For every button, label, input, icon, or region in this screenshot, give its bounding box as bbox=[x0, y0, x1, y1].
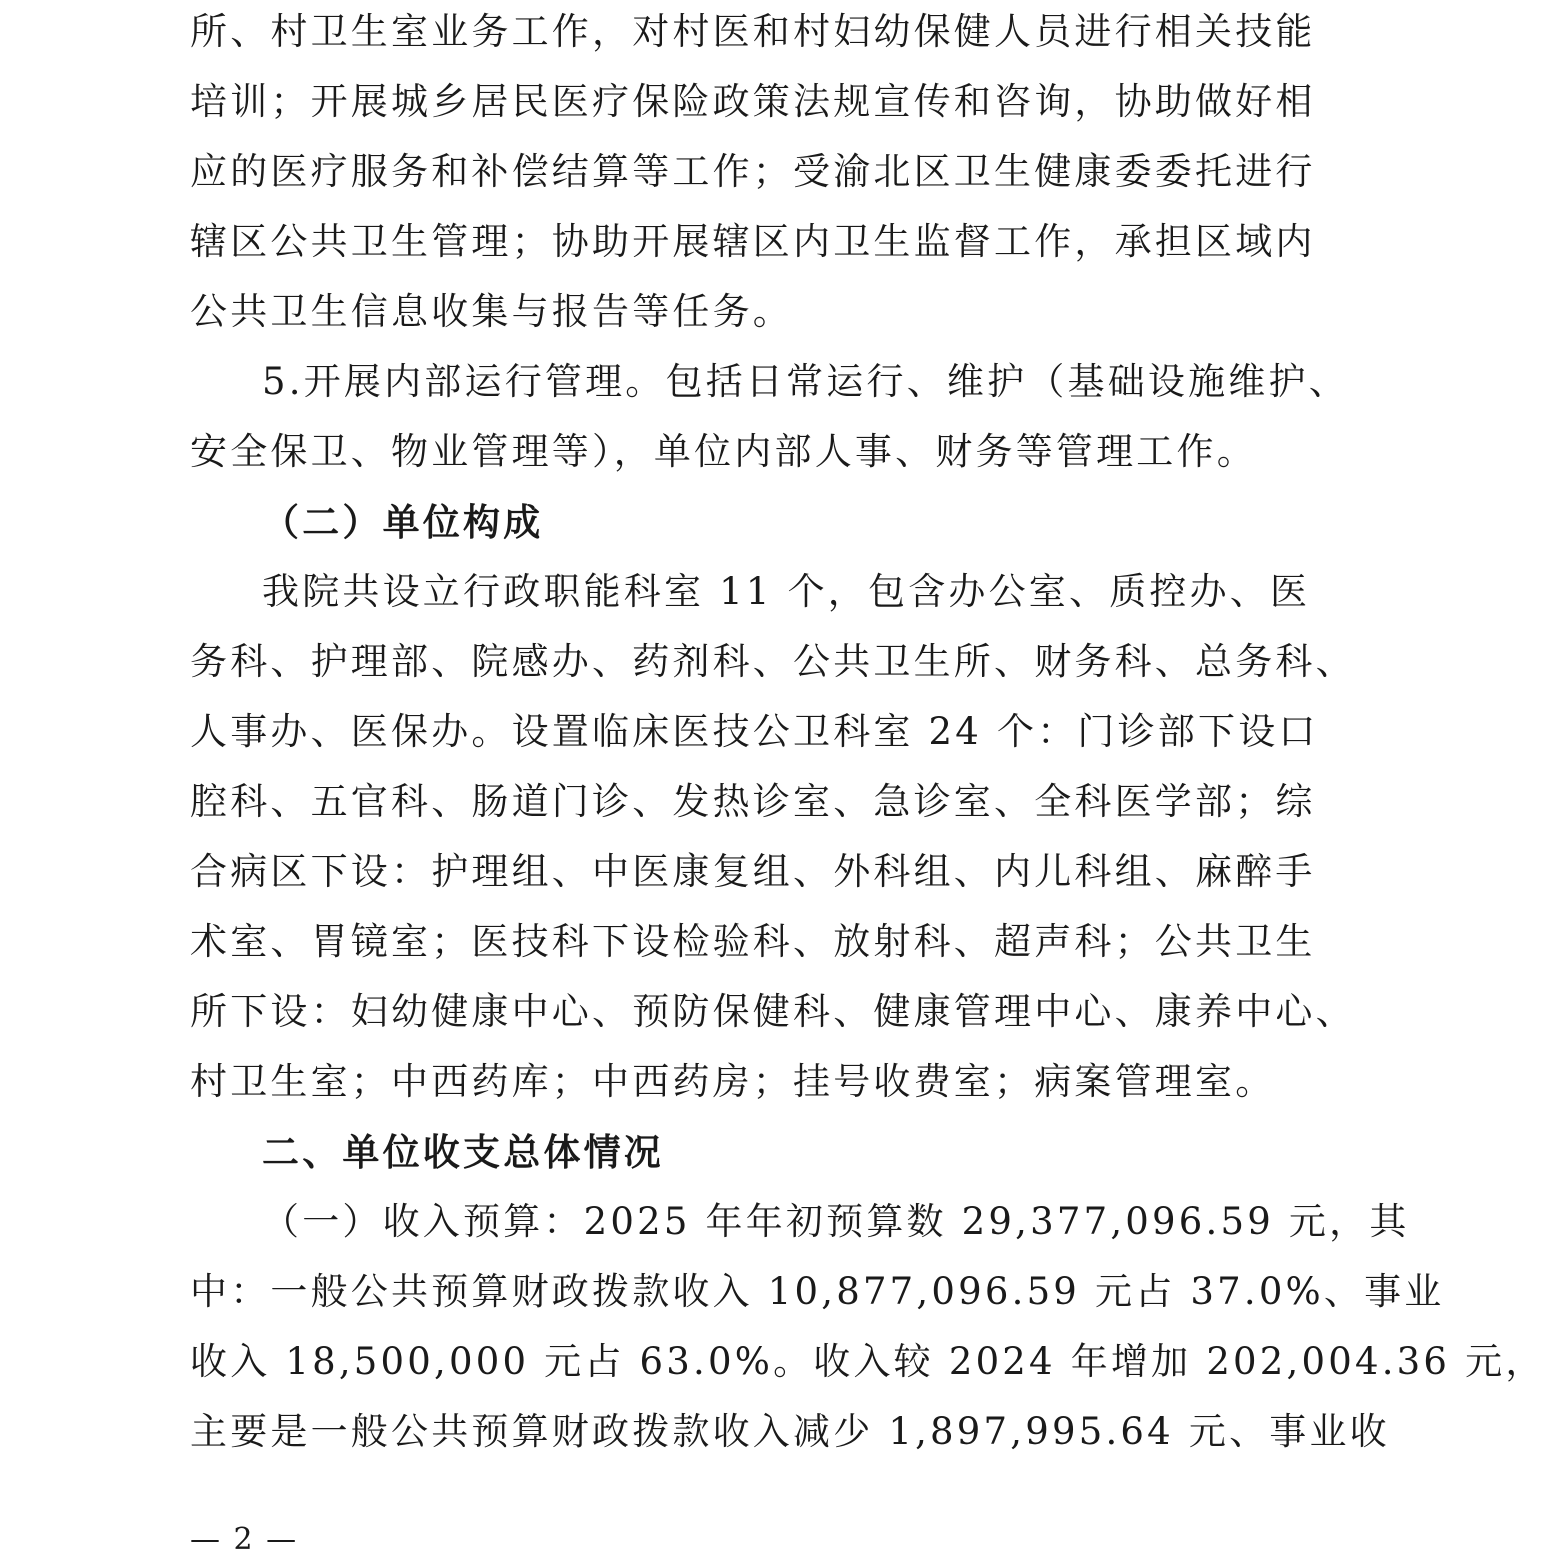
paragraph-line: 术室、胃镜室；医技科下设检验科、放射科、超声科；公共卫生 bbox=[190, 920, 1316, 963]
paragraph-line: 主要是一般公共预算财政拨款收入减少 1,897,995.64 元、事业收 bbox=[190, 1410, 1390, 1453]
paragraph-line: 辖区公共卫生管理；协助开展辖区内卫生监督工作，承担区域内 bbox=[190, 220, 1316, 263]
section-heading: 二、单位收支总体情况 bbox=[262, 1130, 664, 1174]
paragraph-line: 公共卫生信息收集与报告等任务。 bbox=[190, 290, 793, 333]
paragraph-line: 培训；开展城乡居民医疗保险政策法规宣传和咨询，协助做好相 bbox=[190, 80, 1316, 123]
paragraph-line: 村卫生室；中西药库；中西药房；挂号收费室；病案管理室。 bbox=[190, 1060, 1276, 1103]
section-subheading: （二）单位构成 bbox=[262, 500, 544, 544]
paragraph-line: 合病区下设：护理组、中医康复组、外科组、内儿科组、麻醉手 bbox=[190, 850, 1316, 893]
paragraph-line: 所、村卫生室业务工作，对村医和村妇幼保健人员进行相关技能 bbox=[190, 10, 1316, 53]
paragraph-line: 收入 18,500,000 元占 63.0%。收入较 2024 年增加 202,004.36 元， bbox=[190, 1340, 1546, 1383]
paragraph-line: 腔科、五官科、肠道门诊、发热诊室、急诊室、全科医学部；综 bbox=[190, 780, 1316, 823]
paragraph-line: 中：一般公共预算财政拨款收入 10,877,096.59 元占 37.0%、事业 bbox=[190, 1270, 1445, 1313]
paragraph-line: 安全保卫、物业管理等），单位内部人事、财务等管理工作。 bbox=[190, 430, 1257, 473]
paragraph-line: 我院共设立行政职能科室 11 个，包含办公室、质控办、医 bbox=[262, 570, 1311, 613]
paragraph-line: 人事办、医保办。设置临床医技公卫科室 24 个：门诊部下设口 bbox=[190, 710, 1319, 753]
paragraph-line: 5.开展内部运行管理。包括日常运行、维护（基础设施维护、 bbox=[262, 360, 1349, 403]
page-number: — 2 — bbox=[190, 1522, 299, 1557]
paragraph-line: 务科、护理部、院感办、药剂科、公共卫生所、财务科、总务科、 bbox=[190, 640, 1356, 683]
paragraph-line: 所下设：妇幼健康中心、预防保健科、健康管理中心、康养中心、 bbox=[190, 990, 1356, 1033]
paragraph-line: 应的医疗服务和补偿结算等工作；受渝北区卫生健康委委托进行 bbox=[190, 150, 1316, 193]
paragraph-line: （一）收入预算：2025 年年初预算数 29,377,096.59 元，其 bbox=[262, 1200, 1410, 1243]
